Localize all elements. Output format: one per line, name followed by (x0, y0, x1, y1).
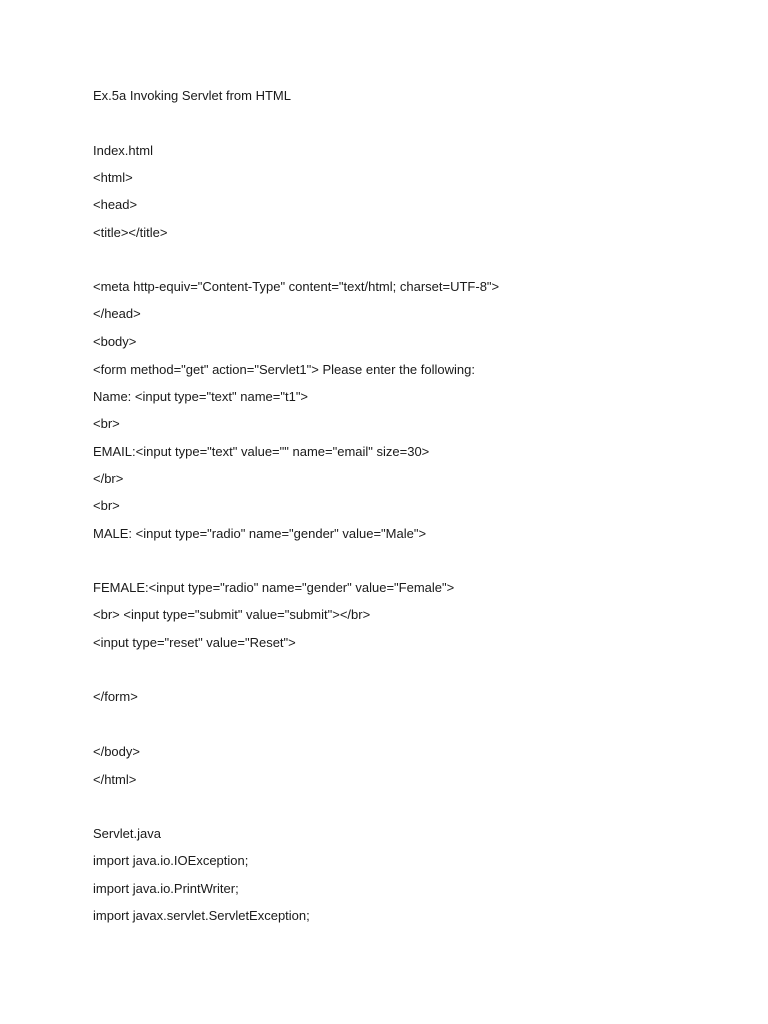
code-line: FEMALE:<input type="radio" name="gender" value="Female"> (93, 580, 455, 595)
code-line: import java.io.PrintWriter; (93, 881, 239, 896)
code-line: <br> (93, 416, 120, 431)
code-line: </form> (93, 689, 138, 704)
code-line: import java.io.IOException; (93, 853, 249, 868)
document-title: Ex.5a Invoking Servlet from HTML (93, 88, 291, 103)
index-file-heading: Index.html (93, 143, 153, 158)
code-line: MALE: <input type="radio" name="gender" value="Male"> (93, 526, 427, 541)
code-line: <br> <input type="submit" value="submit"></br> (93, 607, 371, 622)
code-line: <head> (93, 197, 138, 212)
code-line: </html> (93, 772, 137, 787)
code-line: <input type="reset" value="Reset"> (93, 635, 296, 650)
code-line: </body> (93, 744, 140, 759)
code-line: Name: <input type="text" name="t1"> (93, 389, 309, 404)
code-line: <br> (93, 498, 120, 513)
code-line: </head> (93, 306, 141, 321)
code-line: <title></title> (93, 225, 168, 240)
code-line: <form method="get" action="Servlet1"> Please enter the following: (93, 362, 475, 377)
code-line: EMAIL:<input type="text" value="" name="email" size=30> (93, 444, 430, 459)
code-line: import javax.servlet.ServletException; (93, 908, 310, 923)
code-line: <meta http-equiv="Content-Type" content="text/html; charset=UTF-8"> (93, 279, 500, 294)
code-line: <html> (93, 170, 133, 185)
servlet-file-heading: Servlet.java (93, 826, 161, 841)
code-line: <body> (93, 334, 137, 349)
code-line: </br> (93, 471, 124, 486)
